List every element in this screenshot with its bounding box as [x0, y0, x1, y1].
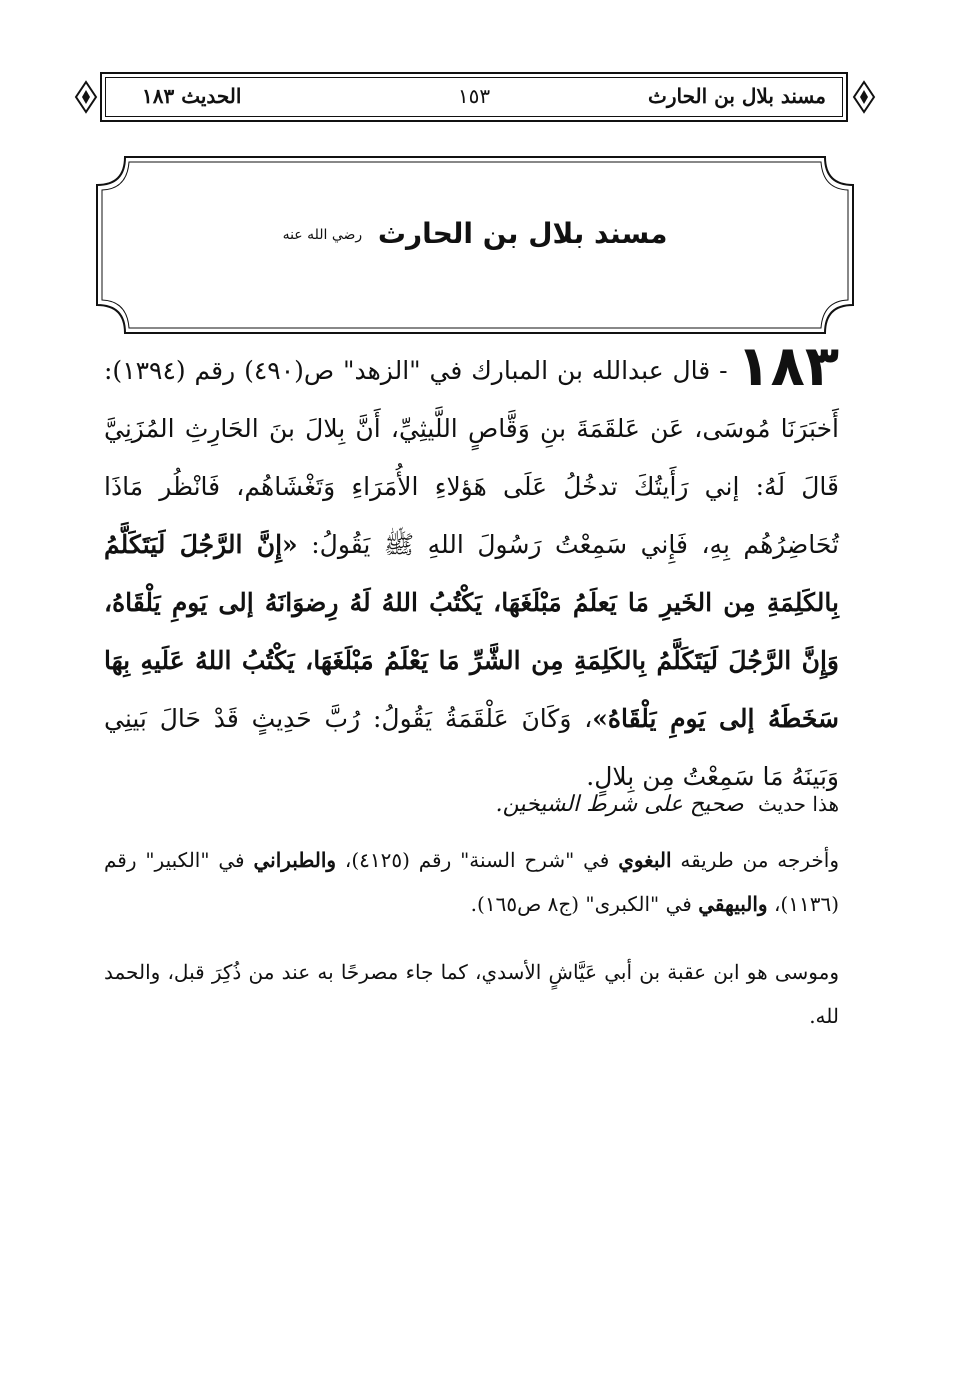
header-page-number: ١٥٣ [457, 84, 491, 108]
takhrij-text-3: في "الكبير" رقم (١١٣٦)، [104, 848, 839, 916]
takhrij-text-1: وأخرجه من طريقه [671, 848, 840, 872]
takhrij-text-4: في "الكبرى" (ج٨ ص١٦٥). [470, 892, 699, 916]
section-title [95, 217, 855, 250]
right-ornament-icon [852, 76, 876, 118]
hadith-number: ١٨٣ [736, 334, 840, 399]
hadith-matn: «إِنَّ الرَّجُلَ لَيَتَكَلَّمُ بِالكَلِمَةِ مِن الخَيرِ مَا يَعلَمُ مَبْلَغَهَا، يَكْتُبُ اللهُ لَهُ رِضوَانَهُ إلى يَومِ يَلْقَاهُ، وَإِنَّ الرَّجُلَ لَيَتَكَلَّمُ بِالكَلِمَةِ مِن الشَّرِّ مَا يَعْلَمُ مَبْلَغَهَا، يَكْتُبُ اللهُ عَلَيهِ بِهَا سَخَطَهُ إلى يَومِ يَلْقَاهُ» [104, 530, 839, 733]
handwritten-grade: صحيح على شرط الشيخين. [495, 792, 744, 817]
hadith-text [104, 334, 840, 806]
hadith-isnad: أَخبَرَنَا مُوسَى، عَن عَلقَمَةَ بنِ وَقَّاصٍ اللَّيثِيِّ، أَنَّ بِلالَ بنَ الحَارِثِ المُزَنِيَّ قَالَ لَهُ: إني رَأَيتُكَ تدخُلُ عَلَى هَؤلاءِ الأُمَرَاءِ وَتَغْشَاهُم، فَانْظُر مَاذَا تُحَاضِرُهُم بِهِ، فَإِني سَمِعْتُ رَسُولَ اللهِ ﷺ يَقُولُ: [104, 414, 839, 559]
takhrij-paragraph [104, 838, 839, 926]
source-tabarani: والطبراني [253, 848, 337, 872]
grade-line [104, 782, 839, 827]
left-ornament-icon [74, 76, 98, 118]
grade-prefix: هذا حديث [757, 792, 839, 816]
source-bayhaqi: والبيهقي [698, 892, 768, 916]
title-frame [95, 155, 855, 335]
narrator-note-text: وموسى هو ابن عقبة بن أبي عَيَّاشٍ الأسدي، كما جاء مصرحًا به عند من ذُكِرَ قبل، والحمد لله. [104, 960, 839, 1028]
narrator-note [104, 950, 839, 1038]
header-section-title: مسند بلال بن الحارث [648, 84, 826, 108]
header-hadith-label: الحديث ١٨٣ [142, 84, 242, 108]
source-baghawi: البغوي [618, 848, 672, 872]
hadith-tail: ، وَكَانَ عَلْقَمَةُ يَقُولُ: رُبَّ حَدِيثٍ قَدْ حَالَ بَينِي وَبَينَهُ مَا سَمِعْتُ مِن بِلالٍ. [104, 704, 839, 791]
running-header [100, 72, 848, 122]
takhrij-text-2: في "شرح السنة" رقم (٤١٢٥)، [336, 848, 619, 872]
section-title-text: مسند بلال بن الحارث [377, 217, 668, 250]
honorific-symbol: رضي الله عنه [282, 227, 363, 243]
hadith-intro: - قال عبدالله بن المبارك في "الزهد" ص(٤٩٠) رقم (١٣٩٤): [104, 356, 728, 385]
